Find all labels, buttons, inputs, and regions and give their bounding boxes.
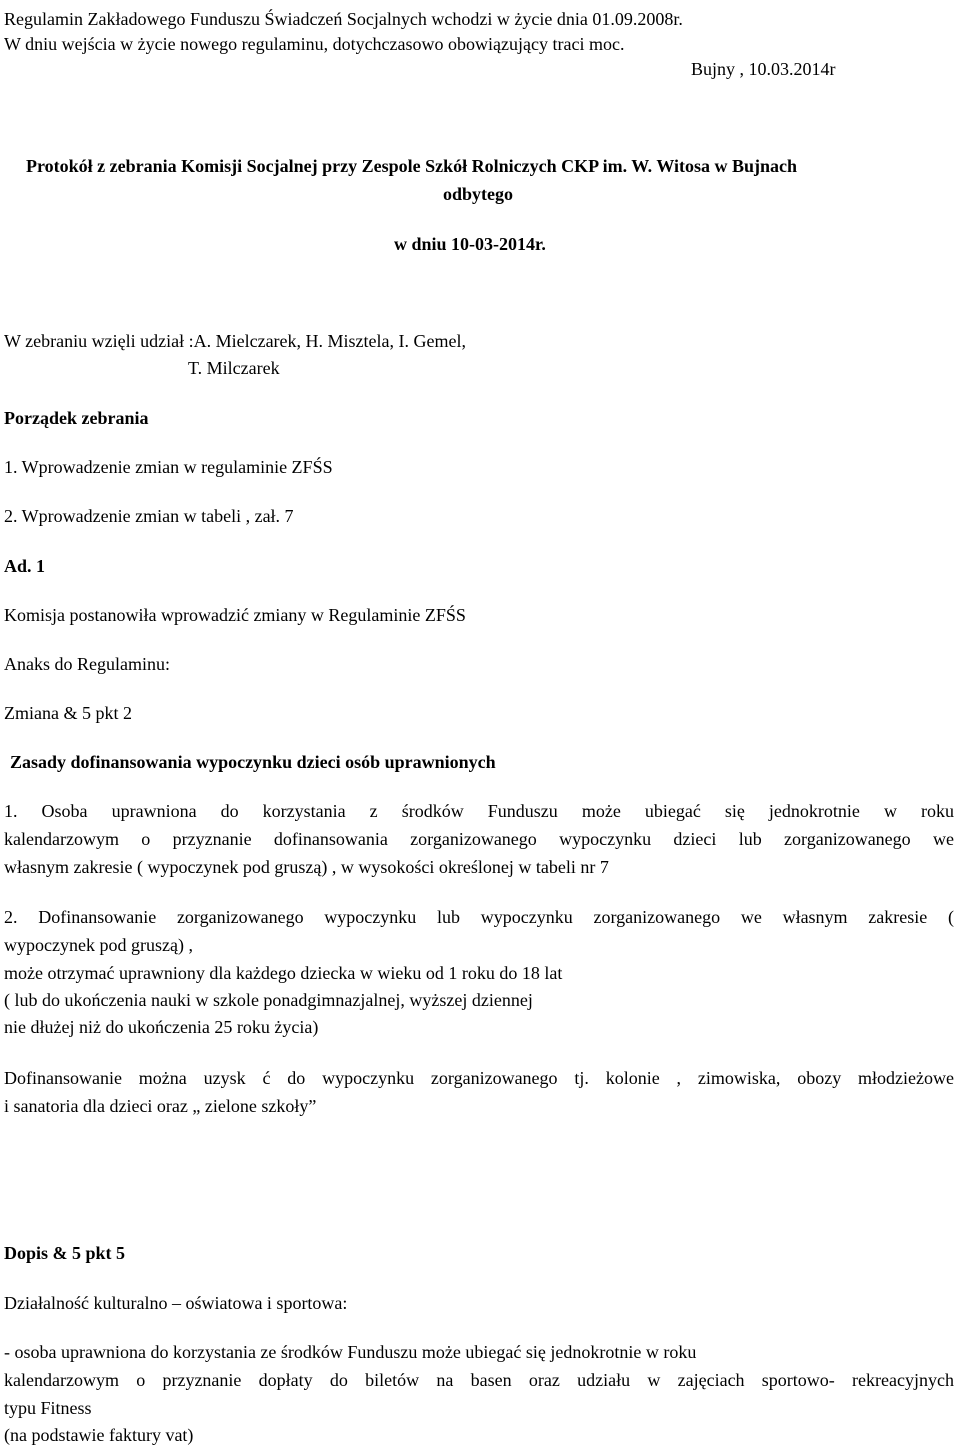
decision-text: Komisja postanowiła wprowadzić zmiany w Regulaminie ZFŚS [4,605,466,625]
paragraph-3-line: i sanatoria dla dzieci oraz „ zielone szkoły” [4,1096,317,1116]
meeting-date: w dniu 10-03-2014r. [394,234,546,254]
ad1-label: Ad. 1 [4,556,46,576]
paragraph-2-line: 2. Dofinansowanie zorganizowanego wypoczynku lub wypoczynku zorganizowanego we własnym zakresie ( [4,907,954,927]
addendum-heading: Dopis & 5 pkt 5 [4,1243,126,1263]
addendum-line: typu Fitness [4,1398,92,1418]
paragraph-1-line: 1. Osoba uprawniona do korzystania z środków Funduszu może ubiegać się jednokrotnie w roku [4,801,954,821]
paragraph-3-line: Dofinansowanie można uzysk ć do wypoczynku zorganizowanego tj. kolonie , zimowiska, obozy młodzieżowe [4,1068,954,1088]
place-date: Bujny , 10.03.2014r [691,59,836,79]
paragraph-1-line: kalendarzowym o przyznanie dofinansowania zorganizowanego wypoczynku dzieci lub zorganizowanego we [4,829,954,849]
change-heading: Zmiana & 5 pkt 2 [4,703,132,723]
protocol-title-cont: odbytego [443,184,514,204]
agenda-item: 1. Wprowadzenie zmian w regulaminie ZFŚS [4,457,333,477]
participants-line-2: T. Milczarek [188,358,280,378]
rules-heading: Zasady dofinansowania wypoczynku dzieci osób uprawnionych [10,752,496,772]
agenda-item: 2. Wprowadzenie zmian w tabeli , zał. 7 [4,506,294,526]
header-line-1: Regulamin Zakładowego Funduszu Świadczeń Socjalnych wchodzi w życie dnia 01.09.2008r. [4,9,683,29]
addendum-line: (na podstawie faktury vat) [4,1425,194,1445]
paragraph-2-line: może otrzymać uprawniony dla każdego dziecka w wieku od 1 roku do 18 lat [4,963,563,983]
paragraph-2-line: wypoczynek pod gruszą) , [4,935,193,955]
addendum-line: kalendarzowym o przyznanie dopłaty do biletów na basen oraz udziału w zajęciach sportowo- rekreacyjnych [4,1370,954,1390]
participants-line-1: W zebraniu wzięli udział :A. Mielczarek, H. Misztela, I. Gemel, [4,331,466,351]
protocol-title: Protokół z zebrania Komisji Socjalnej przy Zespole Szkół Rolniczych CKP im. W. Witosa w Bujnach [26,156,798,176]
header-line-2: W dniu wejścia w życie nowego regulaminu, dotychczasowo obowiązujący traci moc. [4,34,625,54]
agenda-heading: Porządek zebrania [4,408,149,428]
paragraph-2-line: ( lub do ukończenia nauki w szkole ponadgimnazjalnej, wyższej dziennej [4,990,533,1010]
addendum-subheading: Działalność kulturalno – oświatowa i sportowa: [4,1293,348,1313]
addendum-line: - osoba uprawniona do korzystania ze środków Funduszu może ubiegać się jednokrotnie w roku [4,1342,697,1362]
annex-heading: Anaks do Regulaminu: [4,654,170,674]
paragraph-1-line: własnym zakresie ( wypoczynek pod gruszą) , w wysokości określonej w tabeli nr 7 [4,857,609,877]
paragraph-2-line: nie dłużej niż do ukończenia 25 roku życia) [4,1017,319,1037]
